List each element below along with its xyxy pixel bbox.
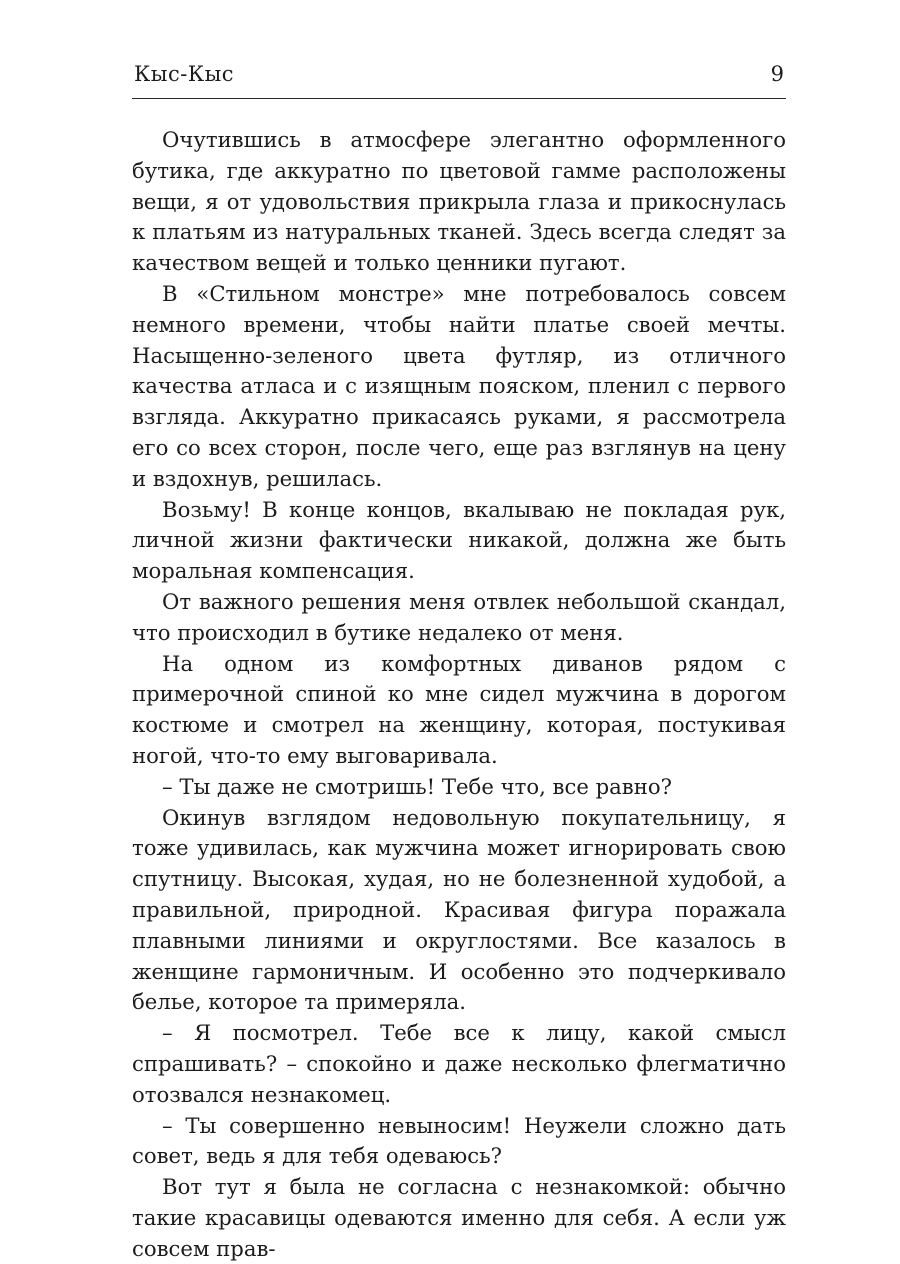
paragraph: На одном из комфортных диванов рядом с примерочной спиной ко мне сидел мужчина в дорогом костюме и смотрел на женщину, которая, постукивая ногой, что-то ему выговаривала. xyxy=(132,650,786,768)
paragraph: От важного решения меня отвлек небольшой скандал, что происходил в бутике недалеко от меня. xyxy=(132,588,786,645)
paragraph: Очутившись в атмосфере элегантно оформленного бутика, где аккуратно по цветовой гамме расположены вещи, я от удовольствия прикрыла глаза и прикоснулась к платьям из натуральных тканей. Здесь всегда следят за качеством вещей и только ценники пугают. xyxy=(132,127,786,276)
paragraph: – Ты совершенно невыносим! Неужели сложно дать совет, ведь я для тебя одеваюсь? xyxy=(132,1112,786,1169)
page-number: 9 xyxy=(770,62,784,86)
paragraph: – Ты даже не смотришь! Тебе что, все равно? xyxy=(162,773,672,799)
running-header xyxy=(132,62,786,99)
paragraph: Окинув взглядом недовольную покупательницу, я тоже удивилась, как мужчина может игнорировать свою спутницу. Высокая, худая, но не болезненной худобой, а правильной, природной. Красивая фигура поражала плавными линиями и округлостями. Все казалось в женщине гармоничным. И особенно это подчеркивало белье, которое та примеряла. xyxy=(132,804,786,1015)
book-page xyxy=(132,62,786,1264)
paragraph: В «Стильном монстре» мне потребовалось совсем немного времени, чтобы найти платье своей мечты. Насыщенно-зеленого цвета футляр, из отличного качества атласа и с изящным пояском, пленил с первого взгляда. Аккуратно прикасаясь руками, я рассмотрела его со всех сторон, после чего, еще раз взглянув на цену и вздохнув, решилась. xyxy=(132,280,786,491)
paragraph: – Я посмотрел. Тебе все к лицу, какой смысл спрашивать? – спокойно и даже несколько флегматично отозвался незнакомец. xyxy=(132,1020,786,1107)
paragraph: Возьму! В конце концов, вкалываю не покладая рук, личной жизни фактически никакой, должна же быть моральная компенсация. xyxy=(132,496,786,584)
body-text xyxy=(132,125,786,1264)
paragraph: Вот тут я была не согласна с незнакомкой: обычно такие красавицы одеваются именно для себя. А если уж совсем прав- xyxy=(132,1174,786,1261)
running-title: Кыс-Кыс xyxy=(134,62,235,86)
